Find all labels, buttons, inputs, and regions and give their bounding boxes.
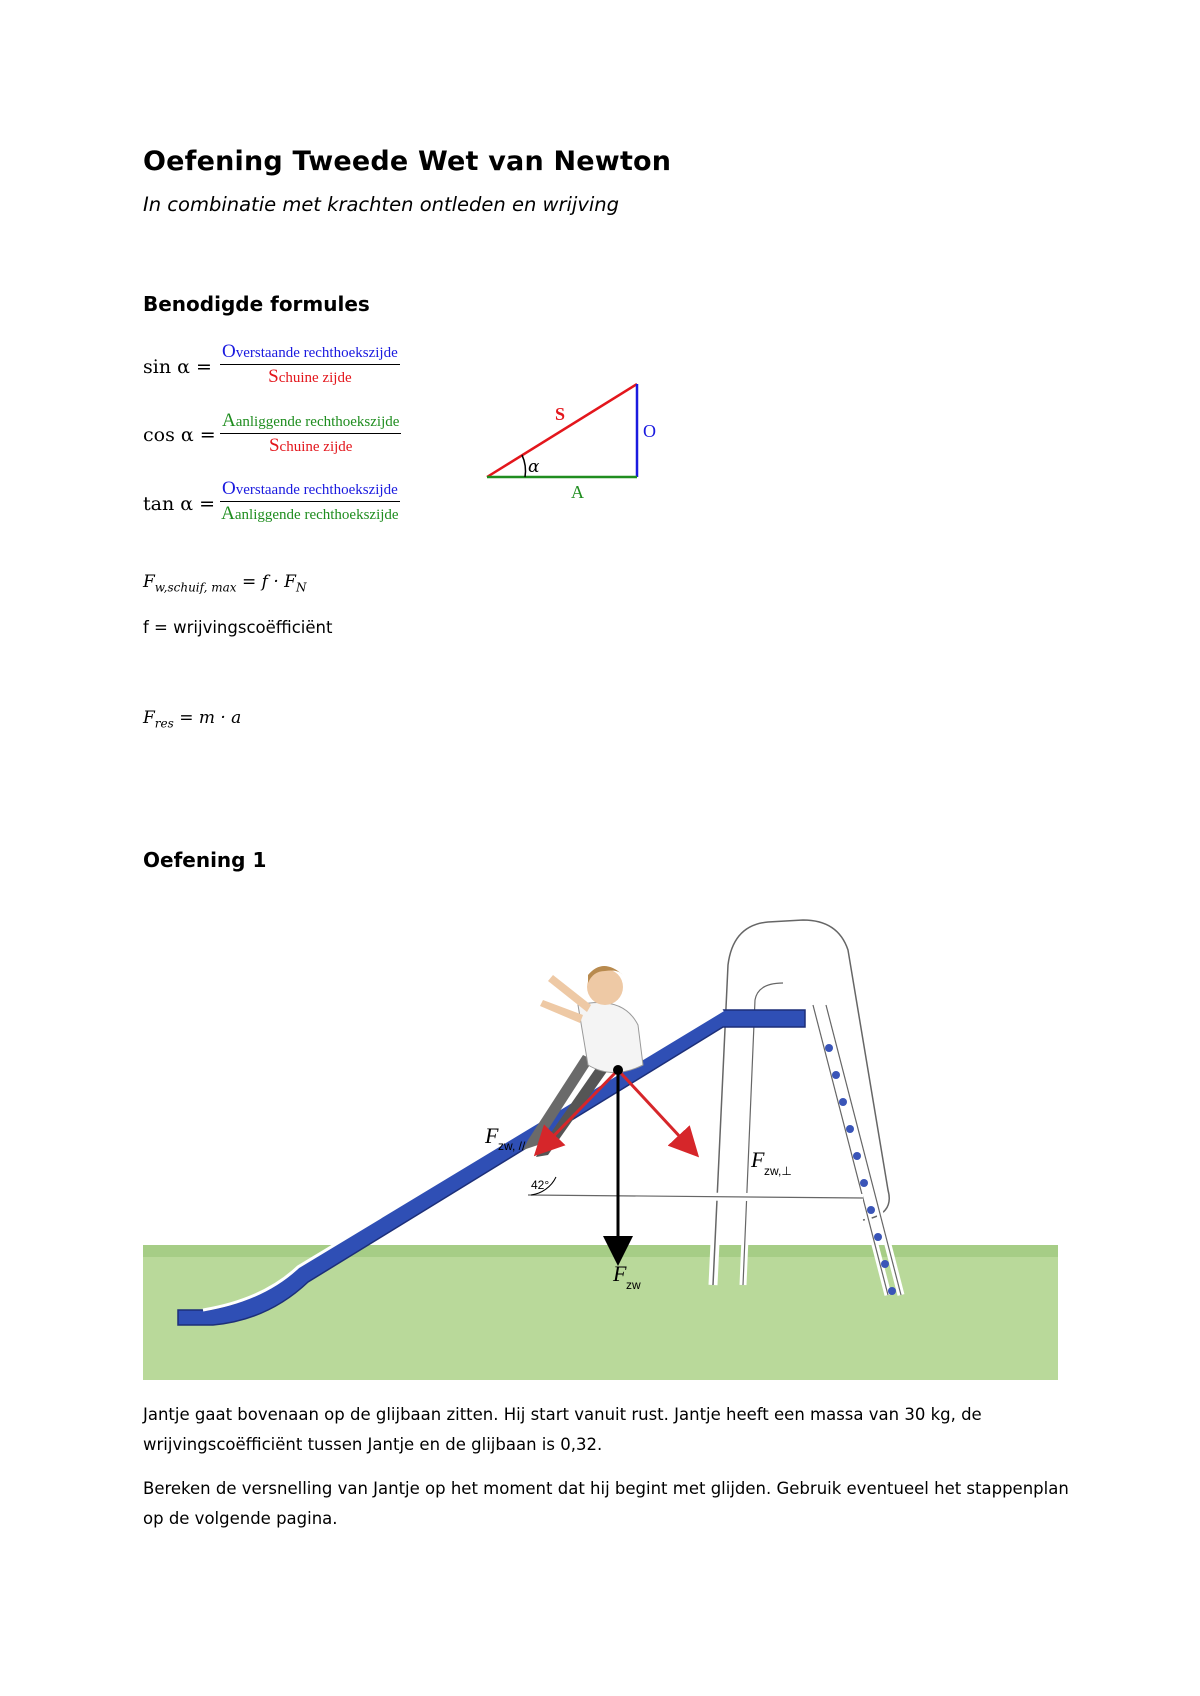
sin-label: sin α = (143, 356, 212, 378)
ladder-frame-inner-outline (743, 983, 783, 1285)
cos-label: cos α = (143, 424, 216, 446)
right-triangle-diagram (480, 370, 660, 505)
label-fzw: F (613, 1261, 627, 1286)
hypotenuse-line (487, 384, 637, 477)
exercise-paragraph-1: Jantje gaat bovenaan op de glijbaan zitten. Hij start vanuit rust. Jantje heeft een massa van 30 kg, de wrijvingscoëfficiënt tussen Jantje en de glijbaan is 0,32. (143, 1405, 982, 1454)
label-fzw-sub: zw (626, 1278, 641, 1292)
angle-label: 42° (531, 1178, 550, 1192)
newton-formula: $F_{res} = m \cdot a$ (143, 708, 242, 731)
force-origin-dot (613, 1065, 623, 1075)
label-a: A (571, 482, 584, 502)
force-arrow-perpendicular (618, 1070, 695, 1153)
label-o: O (643, 421, 656, 441)
sin-fraction (220, 341, 400, 388)
label-fzw-par-sub: zw, // (498, 1139, 526, 1153)
grass-area (143, 1245, 1058, 1380)
ladder-frame-outer (713, 920, 889, 1285)
tan-numerator: Overstaande rechthoekszijde (220, 478, 400, 502)
boy-figure (523, 966, 643, 1157)
label-fzw-perp-sub: zw,⊥ (764, 1164, 792, 1178)
page-title: Oefening Tweede Wet van Newton (143, 146, 672, 177)
friction-formula: $F_{w,schuif, max} = f \cdot F_N$ (143, 572, 307, 595)
tan-fraction (220, 478, 400, 525)
cos-denominator: Schuine zijde (268, 435, 353, 456)
exercise-paragraph-2: Bereken de versnelling van Jantje op het moment dat hij begint met glijden. Gebruik eventueel het stappenplan op de volgende pagina. (143, 1479, 1069, 1528)
sin-numerator: Overstaande rechthoekszijde (220, 341, 400, 365)
label-alpha: α (528, 457, 540, 477)
label-s: S (555, 404, 566, 424)
grass-edge (143, 1245, 1058, 1257)
page-subtitle: In combinatie met krachten ontleden en wrijving (143, 193, 620, 216)
angle-arc (522, 455, 525, 477)
tan-label: tan α = (143, 493, 216, 515)
tan-denominator: Aanliggende rechthoekszijde (221, 503, 399, 524)
ladder-frame-outline (713, 920, 889, 1285)
slide-figure (143, 905, 1058, 1385)
cos-numerator: Aanliggende rechthoekszijde (220, 410, 401, 434)
cos-fraction (220, 410, 401, 457)
f-definition: f = wrijvingscoëfficiënt (143, 618, 333, 637)
label-fzw-perp: F (751, 1147, 765, 1172)
label-fzw-par: F (485, 1123, 499, 1148)
formulas-heading: Benodigde formules (143, 292, 370, 316)
exercise-1-heading: Oefening 1 (143, 848, 267, 872)
sin-denominator: Schuine zijde (268, 366, 352, 387)
